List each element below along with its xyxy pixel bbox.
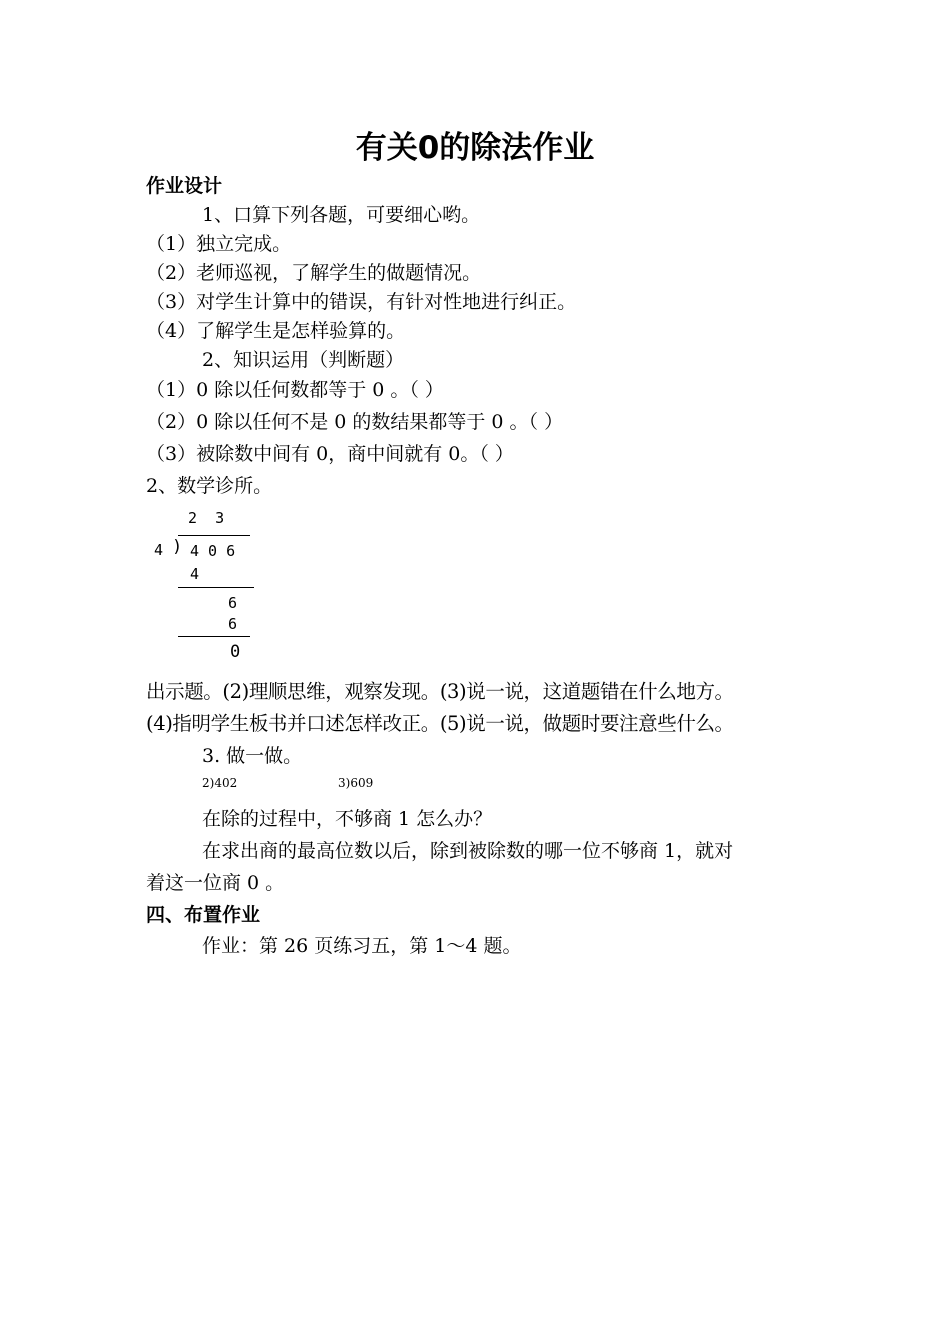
long-division-figure [150,505,270,665]
remainder: 0 [230,642,241,662]
exercise-division: 2)402 [202,776,238,790]
answer-line: 在求出商的最高位数以后，除到被除数的哪一位不够商 1，就对 [202,840,734,862]
question-line: 在除的过程中，不够商 1 怎么办？ [202,808,493,830]
subtract-line [178,636,250,637]
homework-assignment: 作业：第 26 页练习五，第 1～4 题。 [202,935,522,957]
step-line: （3）对学生计算中的错误，有针对性地进行纠正。 [146,291,577,313]
divisor: 4 [154,541,164,559]
bring-down-digit: 6 [228,594,238,612]
quotient-digits: 2 3 [188,509,225,527]
item-math-clinic: 2、数学诊所。 [146,475,273,497]
exercise-division: 3)609 [338,776,374,790]
section-heading-design: 作业设计 [146,175,223,197]
document-title: 有关0的除法作业 [355,130,595,166]
judgment-question: （3）被除数中间有 0，商中间就有 0。（ ） [146,443,514,465]
step-line: （4）了解学生是怎样验算的。 [146,320,406,342]
section-heading-homework: 四、布置作业 [146,904,261,926]
judgment-question: （1）0 除以任何数都等于 0 。（ ） [146,379,444,401]
subtract-step: 4 [190,565,200,583]
item-knowledge-application: 2、知识运用（判断题） [202,349,405,371]
item-oral-calculation: 1、口算下列各题，可要细心哟。 [202,204,481,226]
item-try-it: 3. 做一做。 [202,745,303,767]
division-bar [178,535,250,536]
step-line: （2）老师巡视，了解学生的做题情况。 [146,262,482,284]
dividend: 4 0 6 [190,542,236,560]
answer-line: 着这一位商 0 。 [146,872,285,894]
subtract-line [178,587,254,588]
judgment-question: （2）0 除以任何不是 0 的数结果都等于 0 。（ ） [146,411,564,433]
paragraph-line: (4)指明学生板书并口述怎样改正。(5)说一说，做题时要注意些什么。 [146,712,734,735]
paragraph-line: 出示题。(2)理顺思维，观察发现。(3)说一说，这道题错在什么地方。 [146,680,734,703]
subtract-step: 6 [228,615,238,633]
step-line: （1）独立完成。 [146,233,292,255]
division-bracket-icon: ) [172,537,183,557]
